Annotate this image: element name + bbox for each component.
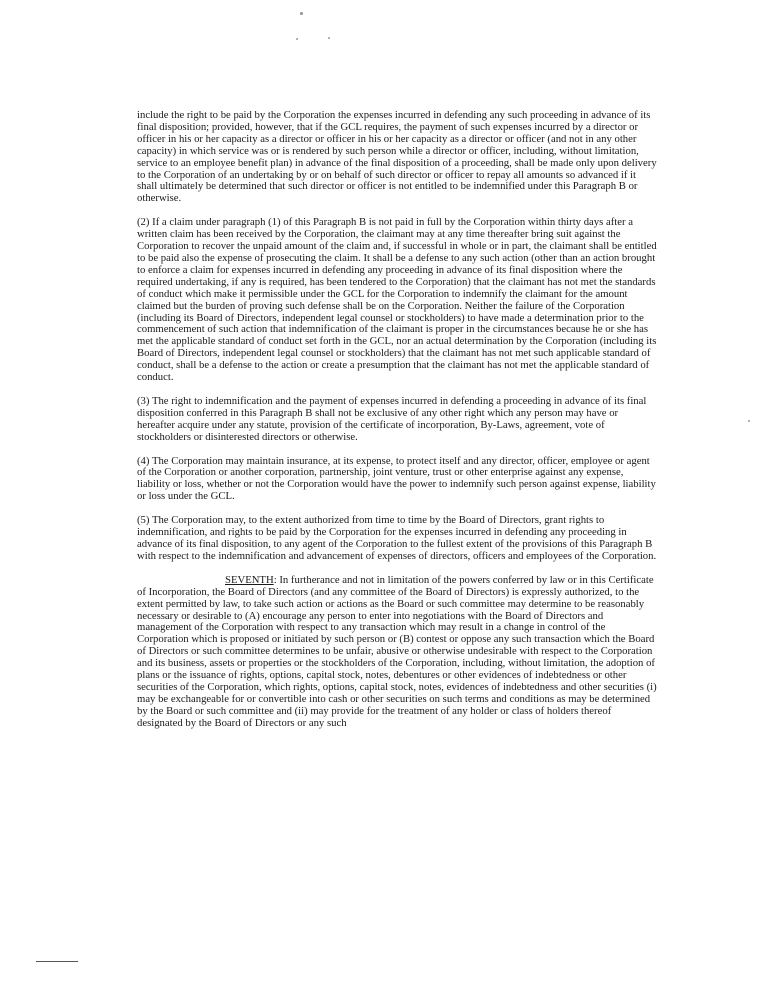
scan-speck bbox=[328, 37, 330, 39]
document-page bbox=[137, 110, 657, 742]
scan-edge-mark bbox=[36, 961, 78, 962]
article-heading-separator: : bbox=[273, 573, 277, 586]
paragraph-4-insurance: (4) The Corporation may maintain insurance, at its expense, to protect itself and any director, officer, employee or agent of the Corporation or another corporation, partnership, joint venture, trust or other enterprise against any expense, liability or loss, whether or not the Corporation would have the power to indemnify such person against expense, liability or loss under the GCL. bbox=[137, 454, 656, 503]
article-body: In furtherance and not in limitation of the powers conferred by law or in this Certificate of Incorporation, the Board of Directors (and any committee of the Board of Directors) is expressly authorized, to the extent permitted by law, to take such action or actions as the Board or such committee may determine to be reasonably necessary or desirable to (A) encourage any person to enter into negotiations with the Board of Directors and management of the Corporation with respect to any transaction which may result in a change in control of the Corporation which is proposed or initiated by such person or (B) contest or oppose any such transaction which the Board of Directors or such committee determines to be unfair, abusive or otherwise undesirable with respect to the Corporation and its business, assets or properties or the stockholders of the Corporation, including, without limitation, the adoption of plans or the issuance of rights, options, capital stock, notes, debentures or other evidences of indebtedness or other securities of the Corporation, which rights, options, capital stock, notes, evidences of indebtedness and other securities (i) may be exchangeable for or convertible into cash or other securities on such terms and conditions as may be determined by the Board or such committee and (ii) may provide for the treatment of any holder or class of holders thereof designated by the Board of Directors or any such bbox=[137, 573, 657, 729]
paragraph-3-nonexclusivity: (3) The right to indemnification and the payment of expenses incurred in defending a proceeding in advance of its final disposition conferred in this Paragraph B shall not be exclusive of any other right which any person may have or hereafter acquire under any statute, provision of the certificate of incorporation, By-Laws, agreement, vote of stockholders or disinterested directors or otherwise. bbox=[137, 394, 647, 443]
article-heading: SEVENTH bbox=[225, 573, 274, 586]
paragraph-5-agent-rights: (5) The Corporation may, to the extent authorized from time to time by the Board of Directors, grant rights to indemnification, and rights to be paid by the Corporation for the expenses incurred in defending any proceeding in advance of its final disposition, to any agent of the Corporation to the fullest extent of the provisions of this Paragraph B with respect to the indemnification and advancement of expenses of directors, officers and employees of the Corporation. bbox=[137, 514, 657, 562]
paragraph-2-claim-suit: (2) If a claim under paragraph (1) of this Paragraph B is not paid in full by the Corporation within thirty days after a written claim has been received by the Corporation, the claimant may at any time thereafter bring suit against the Corporation to recover the unpaid amount of the claim and, if successful in whole or in part, the claimant shall be entitled to be paid also the expense of prosecuting the claim. It shall be a defense to any such action (other than an action brought to enforce a claim for expenses incurred in defending any proceeding in advance of its final disposition where the required undertaking, if any is required, has been tendered to the Corporation) that the claimant has not met the standards of conduct which make it permissible under the GCL for the Corporation to indemnify the claimant for the amount claimed but the burden of proving such defense shall be on the Corporation. Neither the failure of the Corporation (including its Board of Directors, independent legal counsel or stockholders) to have made a determination prior to the commencement of such action that indemnification of the claimant is proper in the circumstances because he or she has met the applicable standard of conduct set forth in the GCL, nor an actual determination by the Corporation (including its Board of Directors, independent legal counsel or stockholders) that the claimant has not met such applicable standard of conduct, shall be a defense to the action or create a presumption that the claimant has not met the applicable standard of conduct. bbox=[137, 216, 657, 384]
scan-speck bbox=[296, 38, 298, 40]
scan-speck bbox=[300, 12, 303, 15]
paragraph-indemnification-advance: include the right to be paid by the Corporation the expenses incurred in defending any such proceeding in advance of its final disposition; provided, however, that if the GCL requires, the payment of such expenses incurred by a director or officer in his or her capacity as a director or officer in his or her capacity as a director or officer (and not in any other capacity) in which service was or is rendered by such person while a director or officer, including, without limitation, service to an employee benefit plan) in advance of the final disposition of a proceeding, shall be made only upon delivery to the Corporation of an undertaking by or on behalf of such director or officer to repay all amounts so advanced if it shall ultimately be determined that such director or officer is not entitled to be indemnified under this Paragraph B or otherwise. bbox=[137, 109, 657, 205]
scan-speck bbox=[748, 420, 750, 422]
article-seventh bbox=[137, 575, 657, 730]
